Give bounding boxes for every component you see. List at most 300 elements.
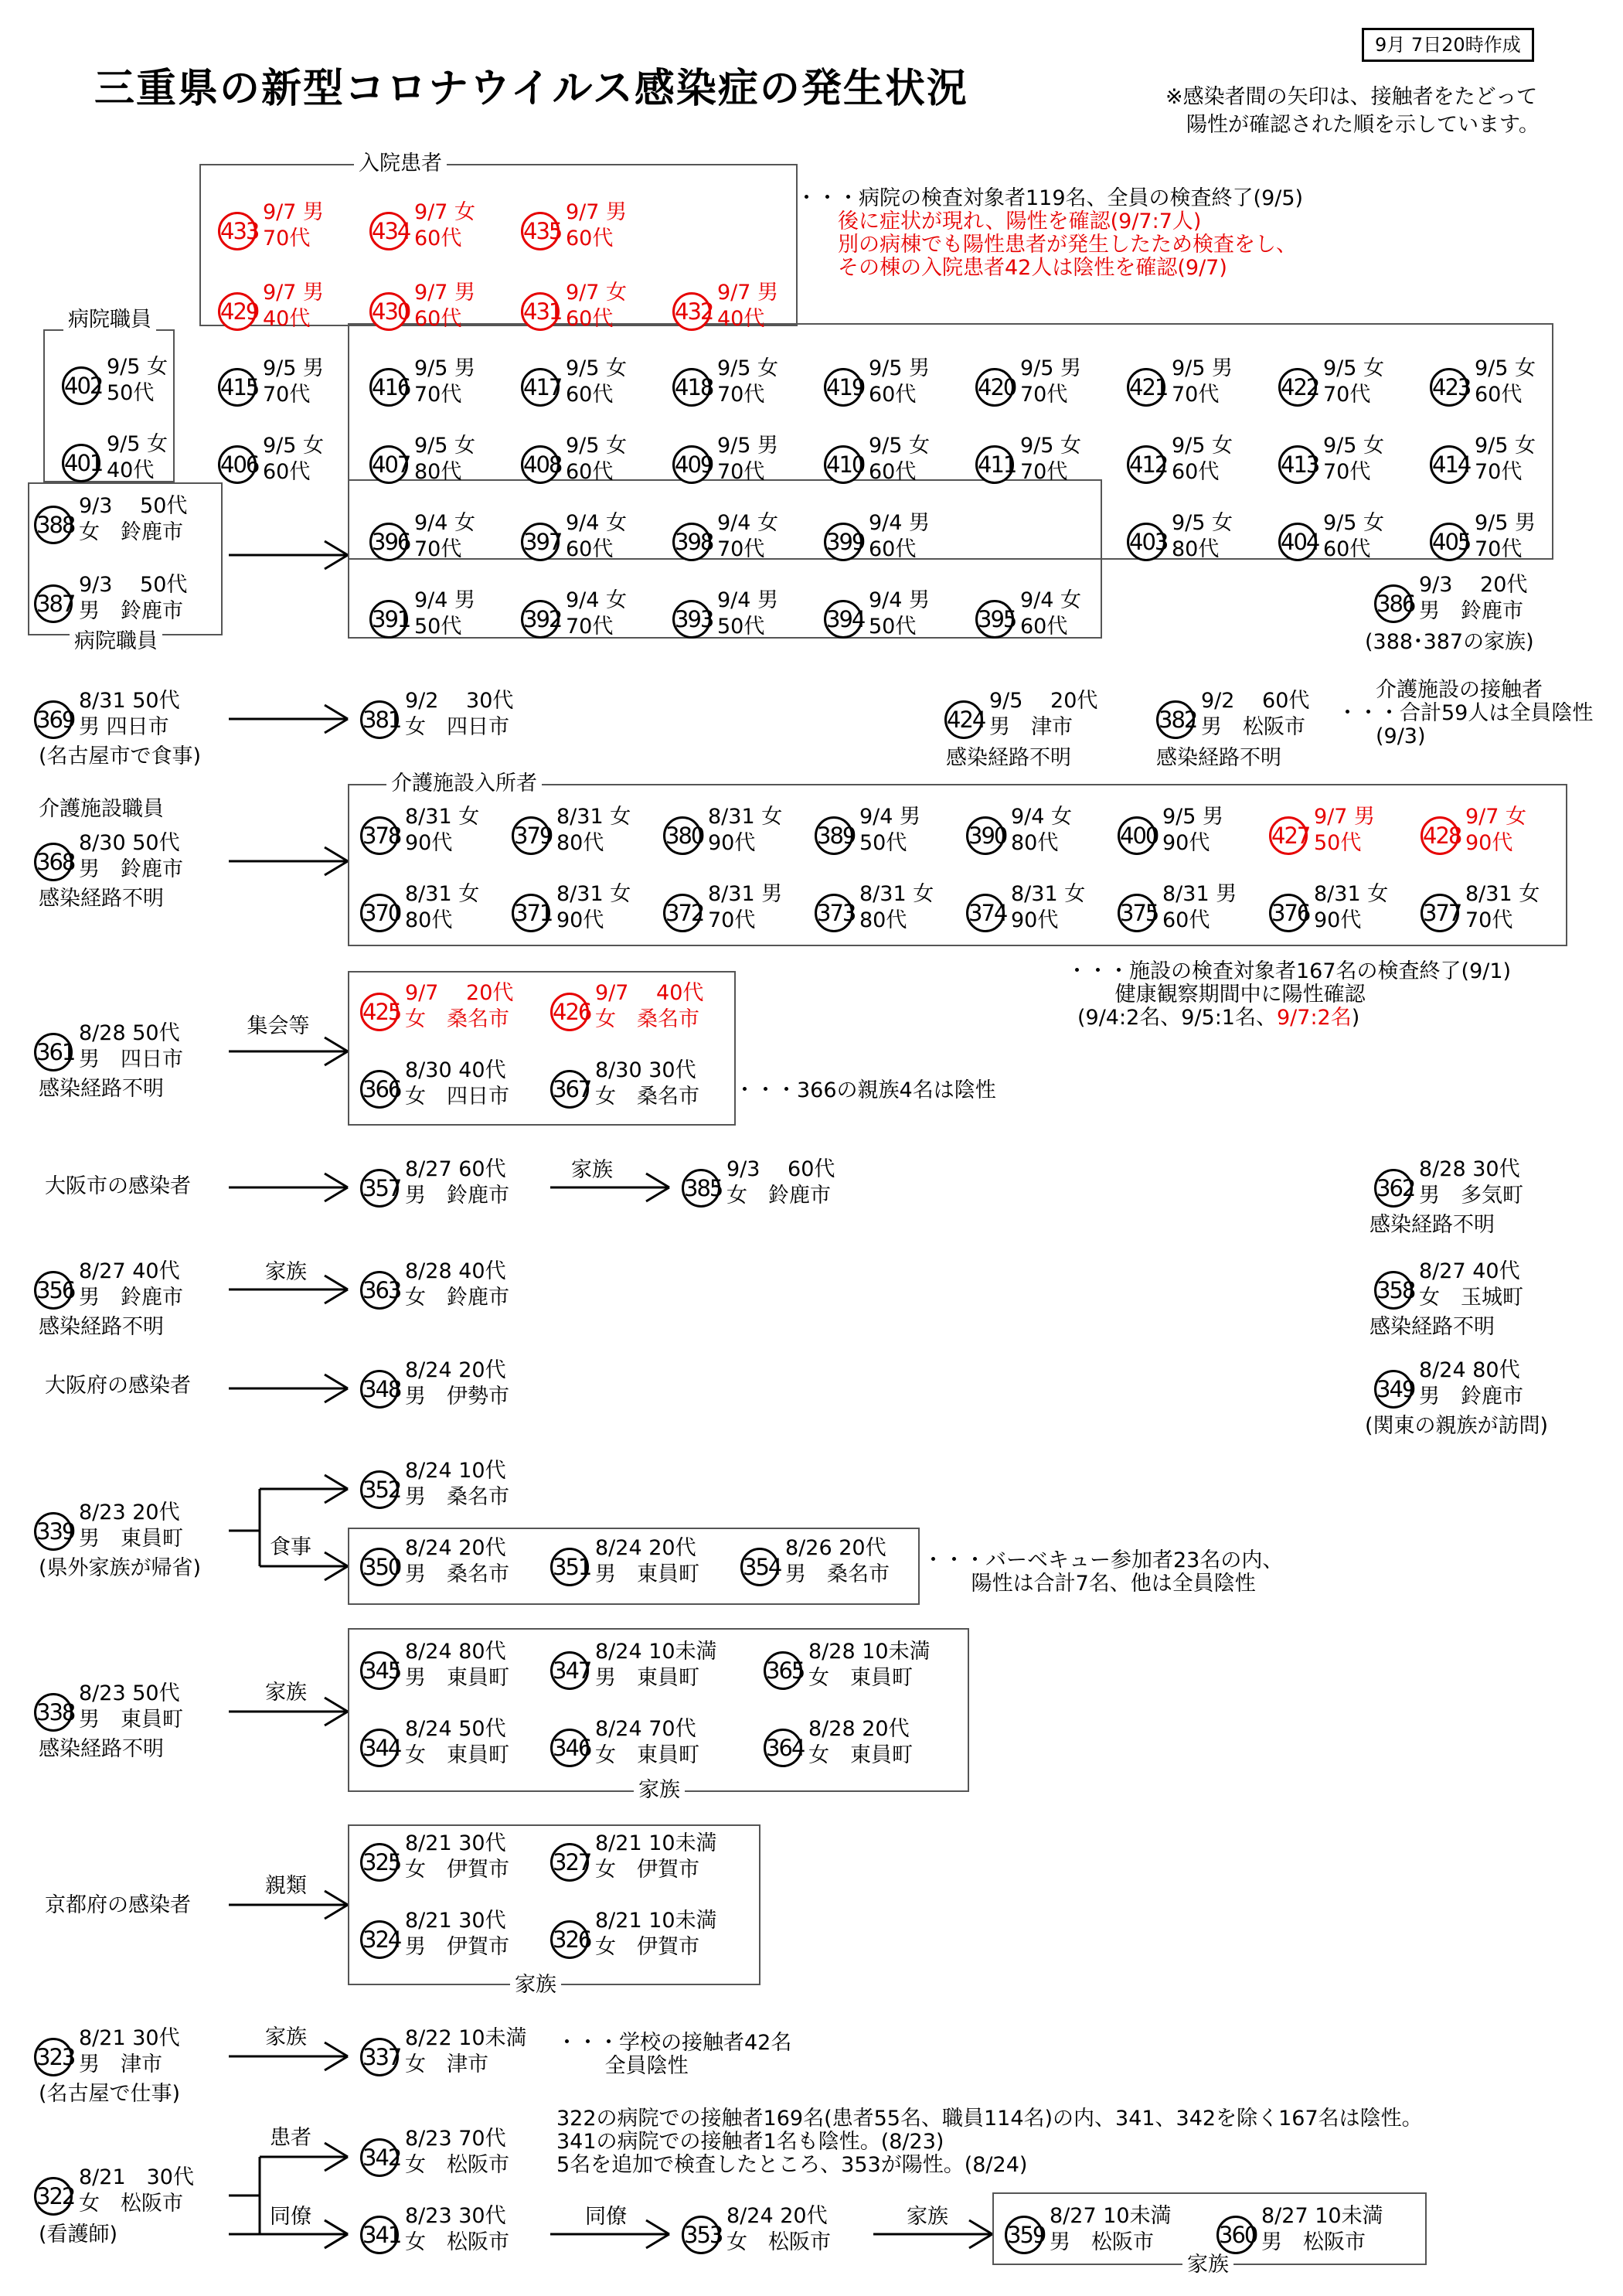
patient-circle-368: 368 <box>34 843 73 881</box>
patient-circle-406: 406 <box>218 445 257 484</box>
patient-date-391: 9/4 男 <box>414 588 476 612</box>
arrow-head <box>325 1489 348 1503</box>
patient-date-410: 9/5 女 <box>869 434 931 458</box>
patient-circle-392: 392 <box>521 600 560 639</box>
patient-circle-424: 424 <box>944 700 983 739</box>
patient-info-421: 70代 <box>1172 383 1220 407</box>
patient-info-351: 男 東員町 <box>595 1562 699 1586</box>
patient-circle-400: 400 <box>1118 816 1156 855</box>
arrow-head <box>325 2220 348 2234</box>
patient-info-430: 60代 <box>414 307 462 331</box>
annotation-text: 介護施設の接触者 <box>1376 678 1543 702</box>
patient-date-379: 8/31 女 <box>556 805 631 829</box>
arrow-label: 同僚 <box>585 2205 627 2229</box>
annotation-text: ・・・学校の接触者42名 <box>556 2031 792 2055</box>
arrow-label: 家族 <box>265 2025 307 2049</box>
patient-date-432: 9/7 男 <box>717 281 779 305</box>
patient-info-417: 60代 <box>566 383 614 407</box>
patient-circle-422: 422 <box>1278 368 1317 407</box>
arrow-label: 家族 <box>571 1158 613 1182</box>
patient-circle-346: 346 <box>550 1729 589 1767</box>
patient-circle-377: 377 <box>1421 894 1459 932</box>
patient-circle-378: 378 <box>360 816 399 855</box>
arrow-label: 食事 <box>270 1535 311 1559</box>
patient-circle-324: 324 <box>360 1920 399 1959</box>
patient-circle-349: 349 <box>1374 1370 1413 1409</box>
patient-info-423: 60代 <box>1475 383 1523 407</box>
patient-info-347: 男 東員町 <box>595 1666 699 1690</box>
patient-date-430: 9/7 男 <box>414 281 476 305</box>
patient-date-345: 8/24 80代 <box>405 1640 506 1664</box>
patient-info-339: 男 東員町 <box>79 1527 183 1551</box>
patient-info-377: 70代 <box>1465 908 1513 932</box>
patient-date-424: 9/5 20代 <box>989 689 1098 713</box>
patient-circle-323: 323 <box>34 2038 73 2076</box>
patient-info-322: 女 松阪市 <box>79 2192 183 2216</box>
arrow-head <box>969 2234 992 2248</box>
arrow-label: 家族 <box>265 1260 307 1284</box>
patient-circle-375: 375 <box>1118 894 1156 932</box>
patient-info-360: 男 松阪市 <box>1261 2230 1366 2254</box>
patient-info-361: 男 四日市 <box>79 1048 183 1071</box>
patient-info-323: 男 津市 <box>79 2052 162 2076</box>
patient-date-420: 9/5 男 <box>1020 356 1082 380</box>
patient-circle-373: 373 <box>815 894 853 932</box>
annotation-text: ・・・バーベキュー参加者23名の内、 <box>923 1548 1284 1572</box>
patient-info-388: 女 鈴鹿市 <box>79 520 183 544</box>
annotation-text: 感染経路不明 <box>1156 746 1281 770</box>
annotation-text: ・・・施設の検査対象者167名の検査終了(9/1) <box>1067 959 1512 983</box>
arrow-head <box>325 847 348 861</box>
box-label: 家族 <box>634 1778 685 1803</box>
patient-info-382: 男 松阪市 <box>1201 715 1305 739</box>
annotation-text: 全員陰性 <box>556 2054 689 2078</box>
patient-circle-413: 413 <box>1278 445 1317 484</box>
patient-info-424: 男 津市 <box>989 715 1073 739</box>
patient-date-434: 9/7 女 <box>414 200 476 224</box>
box-label: 家族 <box>510 1973 561 1998</box>
patient-date-413: 9/5 女 <box>1323 434 1385 458</box>
patient-info-415: 70代 <box>263 383 311 407</box>
patient-info-363: 女 鈴鹿市 <box>405 1286 509 1310</box>
patient-date-429: 9/7 男 <box>263 281 325 305</box>
patient-date-351: 8/24 20代 <box>595 1536 696 1560</box>
arrow-head <box>325 719 348 733</box>
patient-info-392: 70代 <box>566 615 614 639</box>
patient-date-399: 9/4 男 <box>869 511 931 535</box>
arrow-head <box>325 1051 348 1065</box>
patient-info-425: 女 桑名市 <box>405 1007 509 1031</box>
patient-date-368: 8/30 50代 <box>79 831 180 855</box>
patient-date-419: 9/5 男 <box>869 356 931 380</box>
arrow-label: 同僚 <box>270 2205 311 2229</box>
annotation-text: 感染経路不明 <box>39 1077 164 1101</box>
patient-date-361: 8/28 50代 <box>79 1021 180 1045</box>
patient-info-409: 70代 <box>717 460 765 484</box>
patient-circle-419: 419 <box>824 368 863 407</box>
patient-date-378: 8/31 女 <box>405 805 480 829</box>
patient-circle-426: 426 <box>550 993 589 1031</box>
patient-info-358: 女 玉城町 <box>1419 1286 1523 1310</box>
patient-circle-366: 366 <box>360 1070 399 1109</box>
patient-circle-416: 416 <box>369 368 408 407</box>
mixed-note-suffix: ) <box>1351 1006 1360 1030</box>
patient-info-386: 男 鈴鹿市 <box>1419 599 1523 623</box>
arrow-head <box>325 2157 348 2171</box>
arrow-head <box>325 1552 348 1566</box>
annotation-text: (388･387の家族) <box>1365 630 1534 654</box>
patient-circle-394: 394 <box>824 600 863 639</box>
patient-info-429: 40代 <box>263 307 311 331</box>
patient-info-374: 90代 <box>1011 908 1059 932</box>
patient-date-393: 9/4 男 <box>717 588 779 612</box>
patient-circle-376: 376 <box>1269 894 1308 932</box>
box-label: 病院職員 <box>63 308 156 332</box>
arrow-head <box>325 1174 348 1187</box>
annotation-text: ・・・合計59人は全員陰性 <box>1337 701 1594 725</box>
patient-circle-374: 374 <box>966 894 1005 932</box>
patient-info-350: 男 桑名市 <box>405 1562 509 1586</box>
patient-circle-326: 326 <box>550 1920 589 1959</box>
patient-date-356: 8/27 40代 <box>79 1259 180 1283</box>
annotation-text: 感染経路不明 <box>1370 1315 1495 1339</box>
patient-circle-353: 353 <box>682 2216 720 2254</box>
patient-circle-421: 421 <box>1127 368 1165 407</box>
patient-info-341: 女 松阪市 <box>405 2230 509 2254</box>
patient-circle-429: 429 <box>218 292 257 331</box>
patient-date-372: 8/31 男 <box>708 882 783 906</box>
patient-info-362: 男 多気町 <box>1419 1184 1523 1208</box>
patient-info-401: 40代 <box>107 458 155 482</box>
arrow-note: ※感染者間の矢印は、接触者をたどって 陽性が確認された順を示しています。 <box>1165 85 1540 137</box>
patient-circle-358: 358 <box>1374 1271 1413 1310</box>
patient-circle-337: 337 <box>360 2038 399 2076</box>
patient-circle-363: 363 <box>360 1271 399 1310</box>
box-label: 介護施設入所者 <box>386 772 542 796</box>
patient-info-405: 70代 <box>1475 537 1523 561</box>
annotation-text: 健康観察期間中に陽性確認 <box>1067 983 1366 1007</box>
annotation-text: 322の病院での接触者169名(患者55名、職員114名)の内、341、342を除く167名は陰性。 <box>556 2107 1423 2131</box>
patient-info-365: 女 東員町 <box>808 1666 913 1690</box>
patient-circle-405: 405 <box>1430 523 1468 561</box>
patient-date-354: 8/26 20代 <box>785 1536 886 1560</box>
patient-info-338: 男 東員町 <box>79 1708 183 1732</box>
annotation-text: ・・・366の親族4名は陰性 <box>734 1078 996 1102</box>
patient-date-416: 9/5 男 <box>414 356 476 380</box>
patient-date-346: 8/24 70代 <box>595 1717 696 1741</box>
mixed-note-red: 9/7:2名 <box>1277 1006 1352 1030</box>
patient-circle-387: 387 <box>34 584 73 623</box>
patient-date-377: 8/31 女 <box>1465 882 1540 906</box>
arrow-head <box>325 1566 348 1580</box>
patient-date-359: 8/27 10未満 <box>1050 2204 1172 2228</box>
patient-date-421: 9/5 男 <box>1172 356 1233 380</box>
patient-info-327: 女 伊賀市 <box>595 1858 699 1882</box>
annotation-text: (名古屋で仕事) <box>39 2082 181 2106</box>
patient-date-342: 8/23 70代 <box>405 2127 506 2151</box>
patient-info-400: 90代 <box>1162 831 1210 855</box>
patient-info-393: 50代 <box>717 615 765 639</box>
patient-date-352: 8/24 10代 <box>405 1459 506 1483</box>
annotation-text: (県外家族が帰省) <box>39 1556 202 1580</box>
patient-date-404: 9/5 女 <box>1323 511 1385 535</box>
patient-info-368: 男 鈴鹿市 <box>79 857 183 881</box>
patient-info-390: 80代 <box>1011 831 1059 855</box>
patient-date-380: 8/31 女 <box>708 805 783 829</box>
annotation-text: (関東の親族が訪問) <box>1365 1414 1549 1438</box>
patient-circle-418: 418 <box>672 368 711 407</box>
patient-info-369: 男 四日市 <box>79 715 169 739</box>
patient-circle-430: 430 <box>369 292 408 331</box>
patient-info-375: 60代 <box>1162 908 1210 932</box>
patient-info-324: 男 伊賀市 <box>405 1935 509 1959</box>
patient-info-354: 男 桑名市 <box>785 1562 890 1586</box>
patient-date-323: 8/21 30代 <box>79 2026 180 2050</box>
patient-date-405: 9/5 男 <box>1475 511 1536 535</box>
annotation-text: 5名を追加で検査したところ、353が陽性。(8/24) <box>556 2153 1028 2177</box>
patient-date-376: 8/31 女 <box>1314 882 1389 906</box>
patient-date-398: 9/4 女 <box>717 511 779 535</box>
annotation-text: 341の病院での接触者1名も陰性。(8/23) <box>556 2130 944 2154</box>
patient-circle-407: 407 <box>369 445 408 484</box>
arrow-head <box>325 2143 348 2157</box>
patient-circle-365: 365 <box>764 1651 802 1690</box>
patient-info-404: 60代 <box>1323 537 1371 561</box>
annotation-text: 陽性は合計7名、他は全員陰性 <box>923 1572 1256 1596</box>
patient-circle-379: 379 <box>512 816 550 855</box>
patient-circle-427: 427 <box>1269 816 1308 855</box>
patient-circle-382: 382 <box>1156 700 1195 739</box>
patient-date-357: 8/27 60代 <box>405 1157 506 1181</box>
patient-date-415: 9/5 男 <box>263 356 325 380</box>
patient-date-374: 8/31 女 <box>1011 882 1086 906</box>
created-stamp: 9月 7日20時作成 <box>1362 28 1534 62</box>
patient-date-370: 8/31 女 <box>405 882 480 906</box>
arrow-head <box>646 2234 669 2248</box>
box-label: 入院患者 <box>354 152 447 176</box>
patient-info-410: 60代 <box>869 460 917 484</box>
arrow-head <box>325 1388 348 1402</box>
annotation-text: (9/3) <box>1376 724 1426 748</box>
patient-circle-412: 412 <box>1127 445 1165 484</box>
patient-info-353: 女 松阪市 <box>726 2230 831 2254</box>
patient-circle-393: 393 <box>672 600 711 639</box>
patient-date-344: 8/24 50代 <box>405 1717 506 1741</box>
patient-circle-344: 344 <box>360 1729 399 1767</box>
patient-info-396: 70代 <box>414 537 462 561</box>
patient-info-428: 90代 <box>1465 831 1513 855</box>
arrow-label: 家族 <box>907 2205 948 2229</box>
patient-info-326: 女 伊賀市 <box>595 1935 699 1959</box>
arrow-label: 親類 <box>265 1874 307 1898</box>
patient-circle-348: 348 <box>360 1370 399 1409</box>
patient-info-357: 男 鈴鹿市 <box>405 1184 509 1208</box>
annotation-text: 感染経路不明 <box>39 1315 164 1339</box>
patient-circle-420: 420 <box>975 368 1014 407</box>
patient-circle-390: 390 <box>966 816 1005 855</box>
patient-info-367: 女 桑名市 <box>595 1085 699 1109</box>
annotation-text: 大阪市の感染者 <box>45 1174 191 1198</box>
patient-info-432: 40代 <box>717 307 765 331</box>
page-title: 三重県の新型コロナウイルス感染症の発生状況 <box>94 66 968 112</box>
patient-circle-386: 386 <box>1374 584 1413 623</box>
annotation-text: (名古屋市で食事) <box>39 744 202 768</box>
patient-circle-350: 350 <box>360 1548 399 1586</box>
patient-date-322: 8/21 30代 <box>79 2165 194 2189</box>
patient-info-394: 50代 <box>869 615 917 639</box>
box-label: 病院職員 <box>70 629 162 654</box>
patient-date-327: 8/21 10未満 <box>595 1831 717 1855</box>
patient-info-408: 60代 <box>566 460 614 484</box>
patient-circle-433: 433 <box>218 212 257 250</box>
arrow-label: 家族 <box>265 1681 307 1705</box>
patient-date-428: 9/7 女 <box>1465 805 1527 829</box>
patient-date-348: 8/24 20代 <box>405 1358 506 1382</box>
patient-date-358: 8/27 40代 <box>1419 1259 1520 1283</box>
patient-circle-357: 357 <box>360 1169 399 1208</box>
patient-date-388: 9/3 50代 <box>79 494 188 518</box>
patient-date-418: 9/5 女 <box>717 356 779 380</box>
patient-date-325: 8/21 30代 <box>405 1831 506 1855</box>
patient-info-379: 80代 <box>556 831 604 855</box>
patient-circle-402: 402 <box>62 366 100 405</box>
patient-circle-371: 371 <box>512 894 550 932</box>
patient-date-363: 8/28 40代 <box>405 1259 506 1283</box>
patient-date-373: 8/31 女 <box>859 882 934 906</box>
arrow-head <box>325 541 348 555</box>
patient-circle-372: 372 <box>663 894 702 932</box>
patient-date-397: 9/4 女 <box>566 511 628 535</box>
patient-info-381: 女 四日市 <box>405 715 509 739</box>
annotation-text: 感染経路不明 <box>39 1737 164 1761</box>
patient-circle-397: 397 <box>521 523 560 561</box>
patient-circle-385: 385 <box>682 1169 720 1208</box>
patient-info-387: 男 鈴鹿市 <box>79 599 183 623</box>
annotation-text: 感染経路不明 <box>946 746 1071 770</box>
patient-circle-354: 354 <box>740 1548 779 1586</box>
patient-info-325: 女 伊賀市 <box>405 1858 509 1882</box>
patient-info-378: 90代 <box>405 831 453 855</box>
patient-date-394: 9/4 男 <box>869 588 931 612</box>
arrow-head <box>646 1187 669 1201</box>
annotation-text: 大阪府の感染者 <box>45 1374 191 1398</box>
patient-date-423: 9/5 女 <box>1475 356 1536 380</box>
patient-date-349: 8/24 80代 <box>1419 1358 1520 1382</box>
patient-circle-325: 325 <box>360 1843 399 1882</box>
patient-info-395: 60代 <box>1020 615 1068 639</box>
patient-info-406: 60代 <box>263 460 311 484</box>
arrow-head <box>325 2056 348 2070</box>
patient-circle-391: 391 <box>369 600 408 639</box>
patient-date-435: 9/7 男 <box>566 200 628 224</box>
patient-info-373: 80代 <box>859 908 907 932</box>
patient-circle-345: 345 <box>360 1651 399 1690</box>
patient-date-389: 9/4 男 <box>859 805 921 829</box>
patient-circle-408: 408 <box>521 445 560 484</box>
patient-date-381: 9/2 30代 <box>405 689 514 713</box>
patient-date-338: 8/23 50代 <box>79 1681 180 1705</box>
patient-date-386: 9/3 20代 <box>1419 573 1528 597</box>
patient-date-425: 9/7 20代 <box>405 981 514 1005</box>
annotation-text: その棟の入院患者42人は陰性を確認(9/7) <box>796 256 1227 280</box>
patient-date-426: 9/7 40代 <box>595 981 704 1005</box>
patient-circle-401: 401 <box>62 444 100 482</box>
patient-date-408: 9/5 女 <box>566 434 628 458</box>
arrow-head <box>325 1375 348 1388</box>
patient-date-407: 9/5 女 <box>414 434 476 458</box>
arrow-head <box>325 2234 348 2248</box>
patient-info-398: 70代 <box>717 537 765 561</box>
patient-info-434: 60代 <box>414 227 462 250</box>
patient-circle-435: 435 <box>521 212 560 250</box>
patient-info-371: 90代 <box>556 908 604 932</box>
patient-date-433: 9/7 男 <box>263 200 325 224</box>
patient-info-345: 男 東員町 <box>405 1666 509 1690</box>
mixed-note-prefix: (9/4:2名、9/5:1名、 <box>1077 1006 1277 1030</box>
patient-info-422: 70代 <box>1323 383 1371 407</box>
patient-circle-431: 431 <box>521 292 560 331</box>
patient-circle-338: 338 <box>34 1693 73 1732</box>
patient-circle-342: 342 <box>360 2138 399 2177</box>
patient-info-380: 90代 <box>708 831 756 855</box>
box-label: 家族 <box>1182 2253 1233 2277</box>
patient-date-353: 8/24 20代 <box>726 2204 828 2228</box>
patient-date-341: 8/23 30代 <box>405 2204 506 2228</box>
patient-info-411: 70代 <box>1020 460 1068 484</box>
arrow-head <box>325 555 348 569</box>
patient-circle-428: 428 <box>1421 816 1459 855</box>
arrow-head <box>325 2220 348 2234</box>
patient-info-419: 60代 <box>869 383 917 407</box>
patient-date-401: 9/5 女 <box>107 432 168 456</box>
patient-date-392: 9/4 女 <box>566 588 628 612</box>
annotation-text: (看護師) <box>39 2223 118 2247</box>
patient-circle-410: 410 <box>824 445 863 484</box>
patient-info-359: 男 松阪市 <box>1050 2230 1154 2254</box>
patient-circle-351: 351 <box>550 1548 589 1586</box>
patient-info-433: 70代 <box>263 227 311 250</box>
patient-date-337: 8/22 10未満 <box>405 2026 527 2050</box>
patient-circle-398: 398 <box>672 523 711 561</box>
patient-date-339: 8/23 20代 <box>79 1501 180 1524</box>
patient-info-397: 60代 <box>566 537 614 561</box>
patient-date-417: 9/5 女 <box>566 356 628 380</box>
patient-circle-367: 367 <box>550 1070 589 1109</box>
patient-circle-339: 339 <box>34 1512 73 1551</box>
patient-info-356: 男 鈴鹿市 <box>79 1286 183 1310</box>
patient-circle-352: 352 <box>360 1470 399 1509</box>
patient-date-427: 9/7 男 <box>1314 805 1376 829</box>
patient-circle-415: 415 <box>218 368 257 407</box>
patient-info-413: 70代 <box>1323 460 1371 484</box>
arrow-head <box>325 705 348 719</box>
patient-date-326: 8/21 10未満 <box>595 1909 717 1933</box>
patient-info-352: 男 桑名市 <box>405 1485 509 1509</box>
patient-info-420: 70代 <box>1020 383 1068 407</box>
patient-circle-360: 360 <box>1216 2216 1255 2254</box>
patient-circle-395: 395 <box>975 600 1014 639</box>
patient-info-426: 女 桑名市 <box>595 1007 699 1031</box>
patient-info-403: 80代 <box>1172 537 1220 561</box>
annotation-text: 京都府の感染者 <box>45 1893 191 1917</box>
patient-date-390: 9/4 女 <box>1011 805 1073 829</box>
patient-info-337: 女 津市 <box>405 2052 488 2076</box>
patient-circle-341: 341 <box>360 2216 399 2254</box>
arrow-head <box>325 1905 348 1919</box>
arrow-head <box>325 1037 348 1051</box>
patient-info-346: 女 東員町 <box>595 1743 699 1767</box>
patient-date-402: 9/5 女 <box>107 355 168 379</box>
